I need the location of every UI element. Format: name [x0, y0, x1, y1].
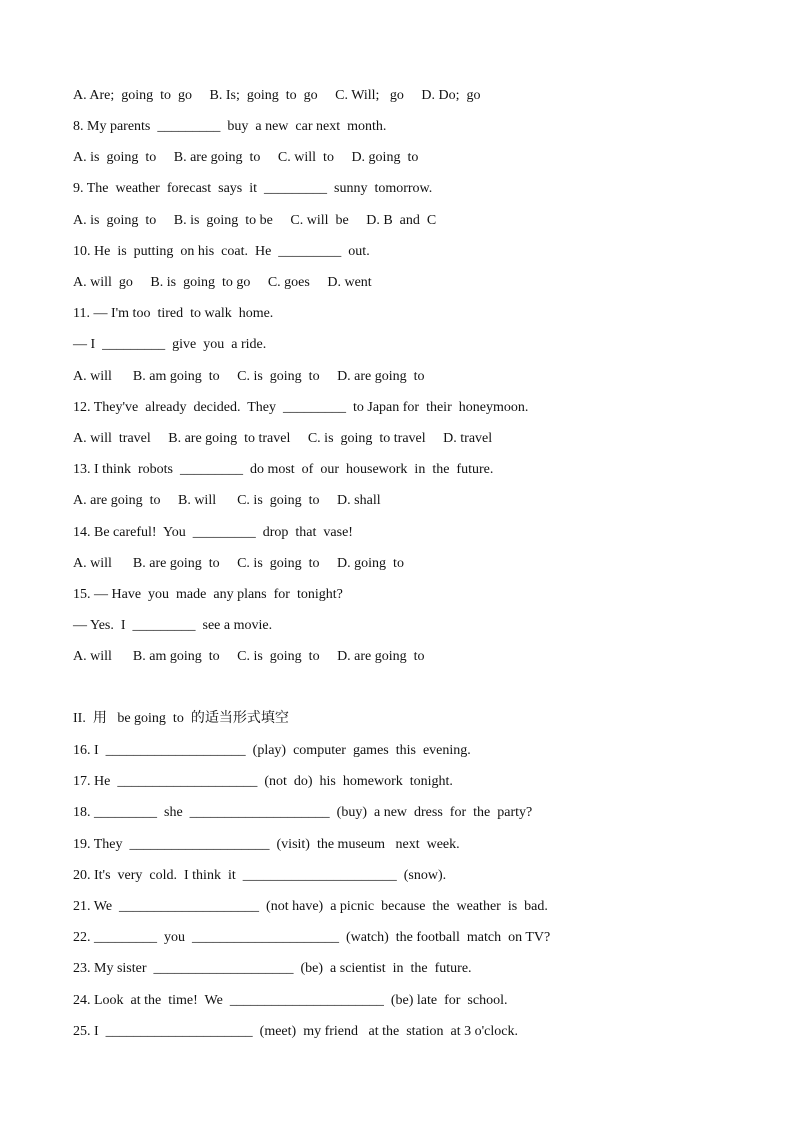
question-21: 21. We ____________________ (not have) a picnic because the weather is bad.	[73, 899, 548, 914]
question-15-reply: — Yes. I _________ see a movie.	[73, 618, 273, 633]
question-14: 14. Be careful! You _________ drop that vase!	[73, 525, 353, 540]
question-20: 20. It's very cold. I think it ______________________ (snow).	[73, 868, 447, 883]
question-15: 15. — Have you made any plans for tonight?	[73, 587, 343, 602]
question-19: 19. They ____________________ (visit) the museum next week.	[73, 837, 460, 852]
options-q14: A. will B. are going to C. is going to D. going to	[73, 556, 404, 571]
options-q7: A. Are; going to go B. Is; going to go C. Will; go D. Do; go	[73, 88, 481, 103]
question-11: 11. — I'm too tired to walk home.	[73, 306, 274, 321]
options-q12: A. will travel B. are going to travel C. is going to travel D. travel	[73, 431, 493, 446]
options-q11: A. will B. am going to C. is going to D. are going to	[73, 369, 425, 384]
options-q9: A. is going to B. is going to be C. will be D. B and C	[73, 213, 437, 228]
question-11-reply: — I _________ give you a ride.	[73, 337, 267, 352]
question-24: 24. Look at the time! We ______________________ (be) late for school.	[73, 993, 508, 1008]
question-13: 13. I think robots _________ do most of our housework in the future.	[73, 462, 494, 477]
question-22: 22. _________ you _____________________ (watch) the football match on TV?	[73, 930, 551, 945]
question-12: 12. They've already decided. They _________ to Japan for their honeymoon.	[73, 400, 529, 415]
question-9: 9. The weather forecast says it _________ sunny tomorrow.	[73, 181, 433, 196]
question-18: 18. _________ she ____________________ (buy) a new dress for the party?	[73, 805, 533, 820]
question-8: 8. My parents _________ buy a new car next month.	[73, 119, 387, 134]
question-25: 25. I _____________________ (meet) my friend at the station at 3 o'clock.	[73, 1024, 518, 1039]
options-q13: A. are going to B. will C. is going to D. shall	[73, 493, 381, 508]
options-q8: A. is going to B. are going to C. will to D. going to	[73, 150, 419, 165]
question-17: 17. He ____________________ (not do) his homework tonight.	[73, 774, 453, 789]
question-23: 23. My sister ____________________ (be) a scientist in the future.	[73, 961, 472, 976]
options-q15: A. will B. am going to C. is going to D. are going to	[73, 649, 425, 664]
question-16: 16. I ____________________ (play) computer games this evening.	[73, 743, 471, 758]
section-ii-heading: II. 用 be going to 的适当形式填空	[73, 711, 289, 726]
options-q10: A. will go B. is going to go C. goes D. went	[73, 275, 372, 290]
question-10: 10. He is putting on his coat. He _________ out.	[73, 244, 370, 259]
